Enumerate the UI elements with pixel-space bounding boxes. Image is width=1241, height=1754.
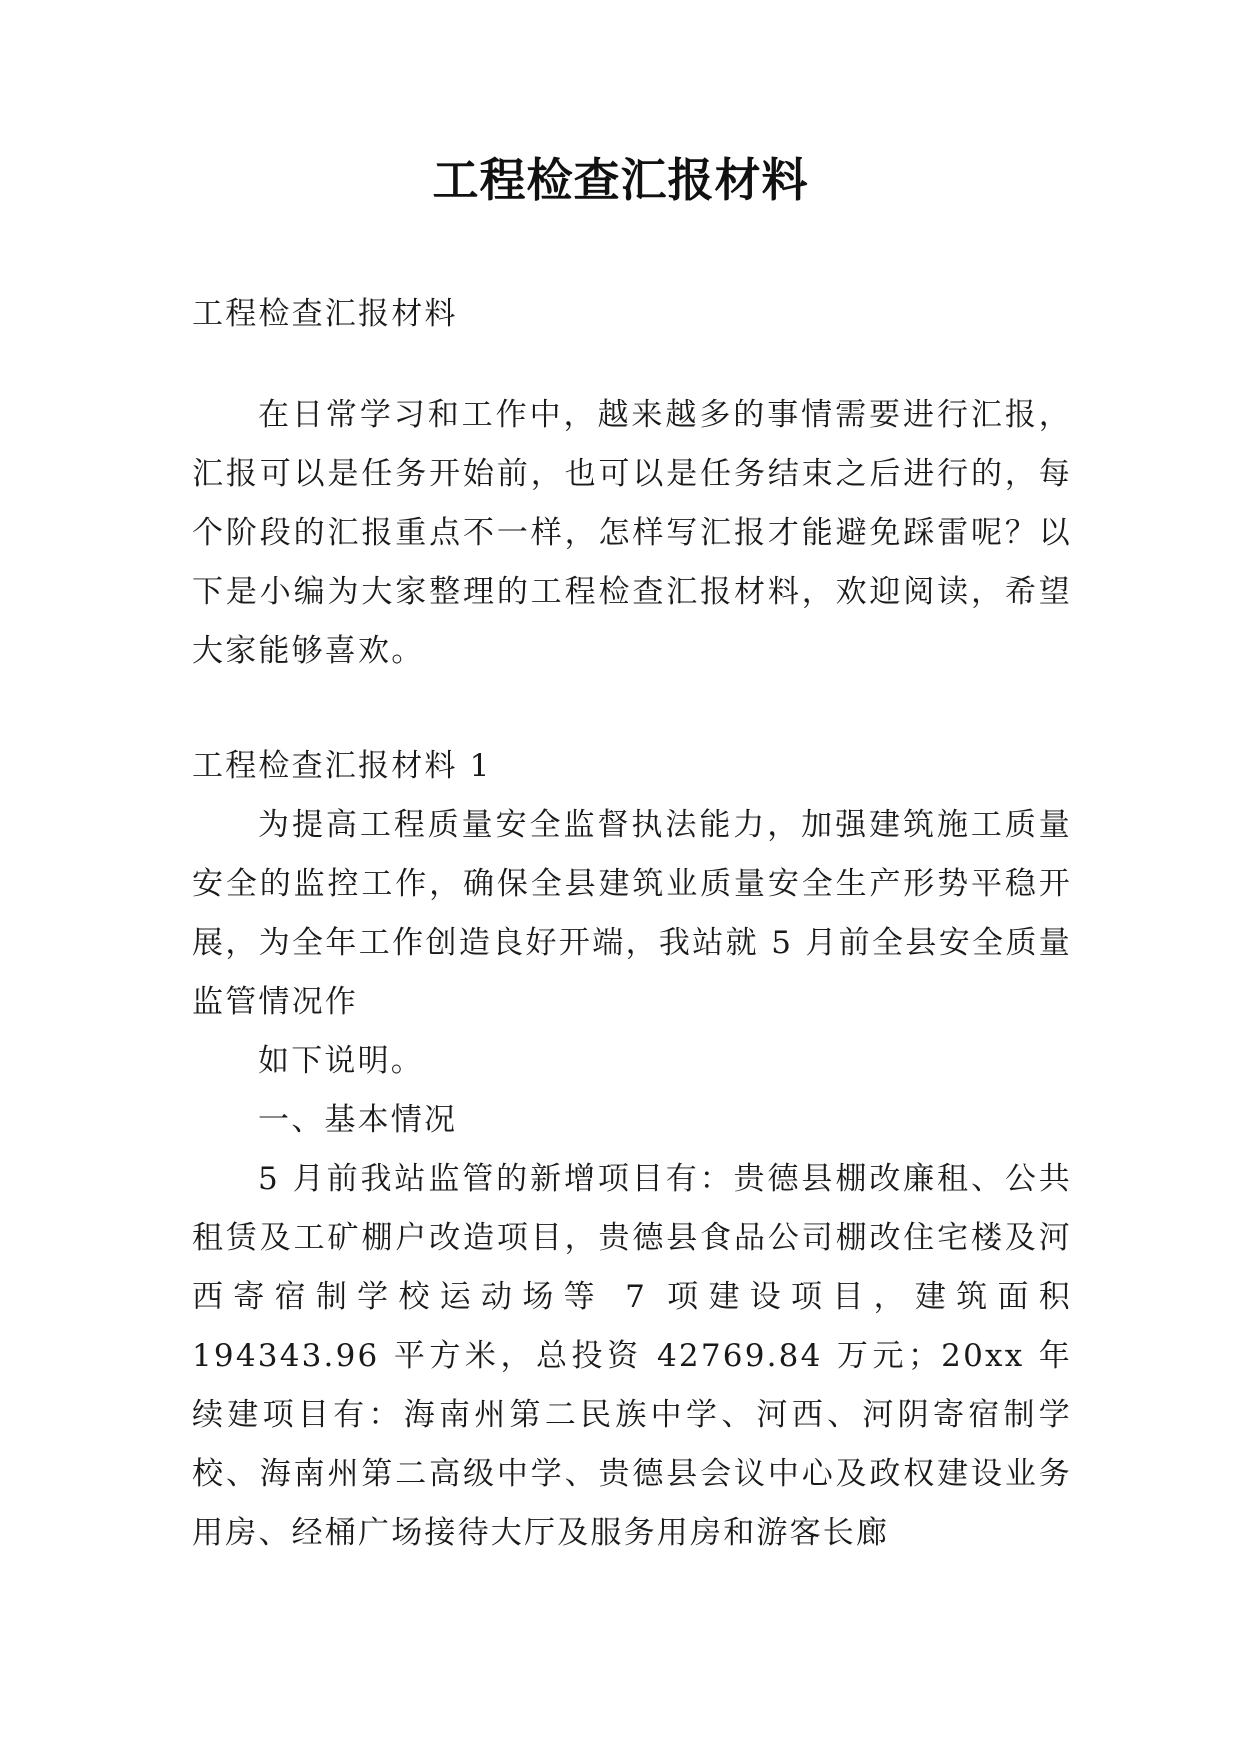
section-paragraph-1: 为提高工程质量安全监督执法能力，加强建筑施工质量安全的监控工作，确保全县建筑业质量安全生产形势平稳开展，为全年工作创造良好开端，我站就 5 月前全县安全质量监管情况作 xyxy=(192,807,1072,1020)
section-paragraph-3: 5 月前我站监管的新增项目有：贵德县棚改廉租、公共租赁及工矿棚户改造项目，贵德县食品公司棚改住宅楼及河西寄宿制学校运动场等 7 项建设项目，建筑面积 194343.96 平方米，总投资 42769.84 万元；20xx 年续建项目有：海南州第二民族中学、河西、河阴寄宿制学校、海南州第二高级中学、贵德县会议中心及政权建设业务用房、经桶广场接待大厅及服务用房和游客长廊 xyxy=(192,1161,1072,1551)
section-title: 工程检查汇报材料 1 xyxy=(192,748,492,784)
document-subtitle: 工程检查汇报材料 xyxy=(192,296,458,332)
heading-basic-situation: 一、基本情况 xyxy=(258,1102,458,1138)
document-body xyxy=(192,285,1072,1563)
document-title: 工程检查汇报材料 xyxy=(432,153,809,207)
section-paragraph-2: 如下说明。 xyxy=(258,1043,424,1079)
intro-paragraph: 在日常学习和工作中，越来越多的事情需要进行汇报，汇报可以是任务开始前，也可以是任务结束之后进行的，每个阶段的汇报重点不一样，怎样写汇报才能避免踩雷呢？以下是小编为大家整理的工程检查汇报材料，欢迎阅读，希望大家能够喜欢。 xyxy=(192,397,1072,669)
